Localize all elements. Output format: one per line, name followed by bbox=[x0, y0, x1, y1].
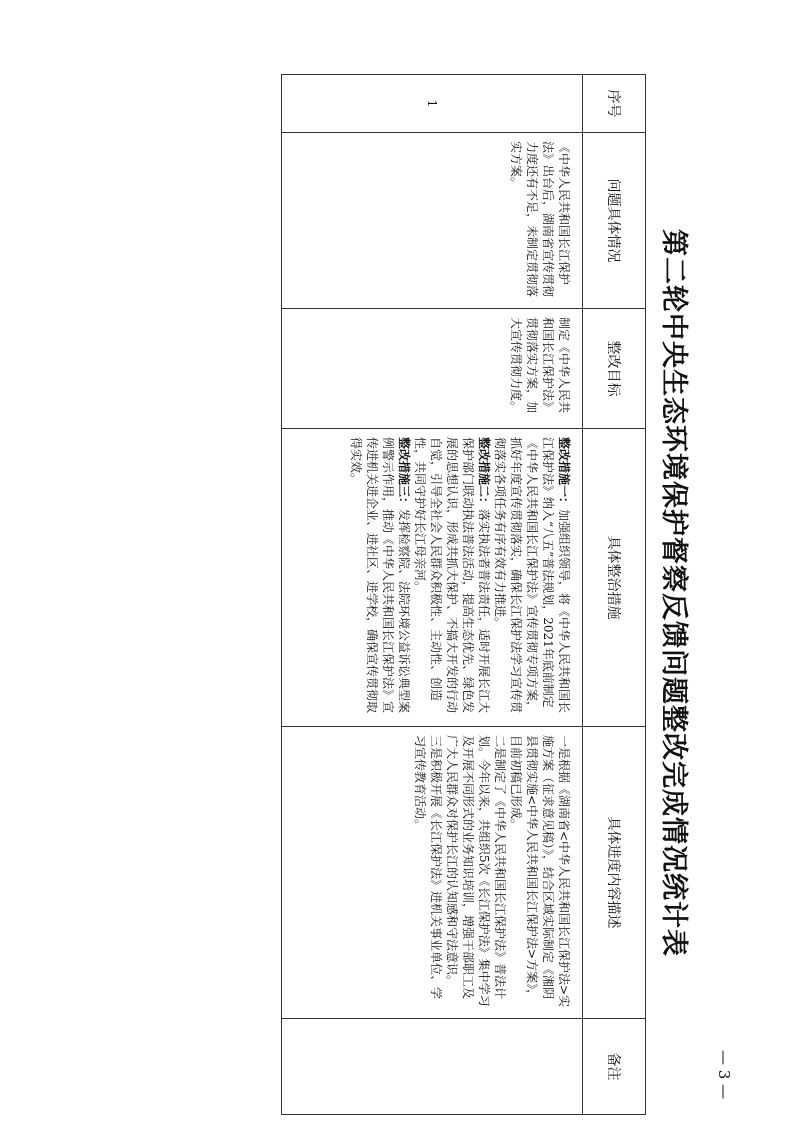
col-header-remark: 备注 bbox=[583, 1019, 646, 1115]
cell-index: 1 bbox=[282, 75, 583, 133]
measure-text: 发挥检察院、法院环境公益诉讼典型案例警示作用，推动《中华人民共和国长江保护法》宣传进机关进企业、进社区、进学校，确保宣传贯彻取得实效。 bbox=[349, 437, 411, 714]
cell-problem: 《中华人民共和国长江保护法》出台后，湖南省宣传贯彻力度还有不足，未制定贯彻落实方案。 bbox=[282, 133, 583, 309]
measure-tag: 整改措施三： bbox=[397, 437, 411, 510]
col-header-progress: 具体进度内容描述 bbox=[583, 727, 646, 1019]
measure-text: 落实执法者普法责任，适时开展长江大保护部门联动执法普法活动，提高生态优先、绿色发展的思想认识，形成共抓大保护、不搞大开发的行动自觉，引导全社会人民群众积极性、主动性、创造性，共同守护好长江母亲河。 bbox=[413, 437, 491, 714]
col-header-problem: 问题具体情况 bbox=[583, 133, 646, 309]
table-row bbox=[282, 75, 583, 1115]
col-header-target: 整改目标 bbox=[583, 309, 646, 429]
measure-tag: 整改措施一： bbox=[557, 437, 571, 510]
document-title: 第二轮中央生态环境保护督察反馈问题整改完成情况统计表 bbox=[658, 229, 689, 957]
progress-item: 二是制定了《中华人民共和国长江保护法》普法计划。今年以来，共组织5次《长江保护法》集中学习及开展不同形式的业务知识培训，增强干部职工及广大人民群众对保护长江的认知感和守法意识。 bbox=[445, 735, 507, 1007]
header-row bbox=[583, 75, 646, 1115]
measure-item bbox=[348, 437, 412, 718]
rotated-sheet bbox=[160, 68, 700, 1118]
measure-item bbox=[492, 437, 572, 718]
measure-item bbox=[412, 437, 492, 718]
cell-measures bbox=[282, 429, 583, 727]
col-header-measures: 具体整治措施 bbox=[583, 429, 646, 727]
rectification-table bbox=[281, 74, 646, 1115]
measure-tag: 整改措施二： bbox=[477, 437, 491, 510]
progress-item: 一是根据《湖南省<中华人民共和国长江保护法>实施方案（征求意见稿）》，结合区域实际制定《湘阴县贯彻实施<中华人民共和国长江保护法>方案》，目前初稿已形成。 bbox=[509, 735, 571, 1008]
cell-remark bbox=[282, 1019, 583, 1115]
col-header-index: 序号 bbox=[583, 75, 646, 133]
cell-target: 制定《中华人民共和国长江保护法》贯彻落实方案，加大宣传贯彻力度。 bbox=[282, 309, 583, 429]
measure-text: 加强组织领导，将《中华人民共和国长江保护法》纳入“八五”普法规划，2021年底前制定《中华人民共和国长江保护法》宣传贯彻专项方案，抓好年度宣传贯彻落实，确保长江保护法学习宣传贯彻落实各项任务有序有效有力推进。 bbox=[493, 437, 571, 714]
cell-progress bbox=[282, 727, 583, 1019]
page-number: — 3 — bbox=[715, 1050, 733, 1100]
progress-item: 三是积极开展《长江保护法》进机关事业单位、学习宣传教育活动。 bbox=[413, 735, 443, 1000]
